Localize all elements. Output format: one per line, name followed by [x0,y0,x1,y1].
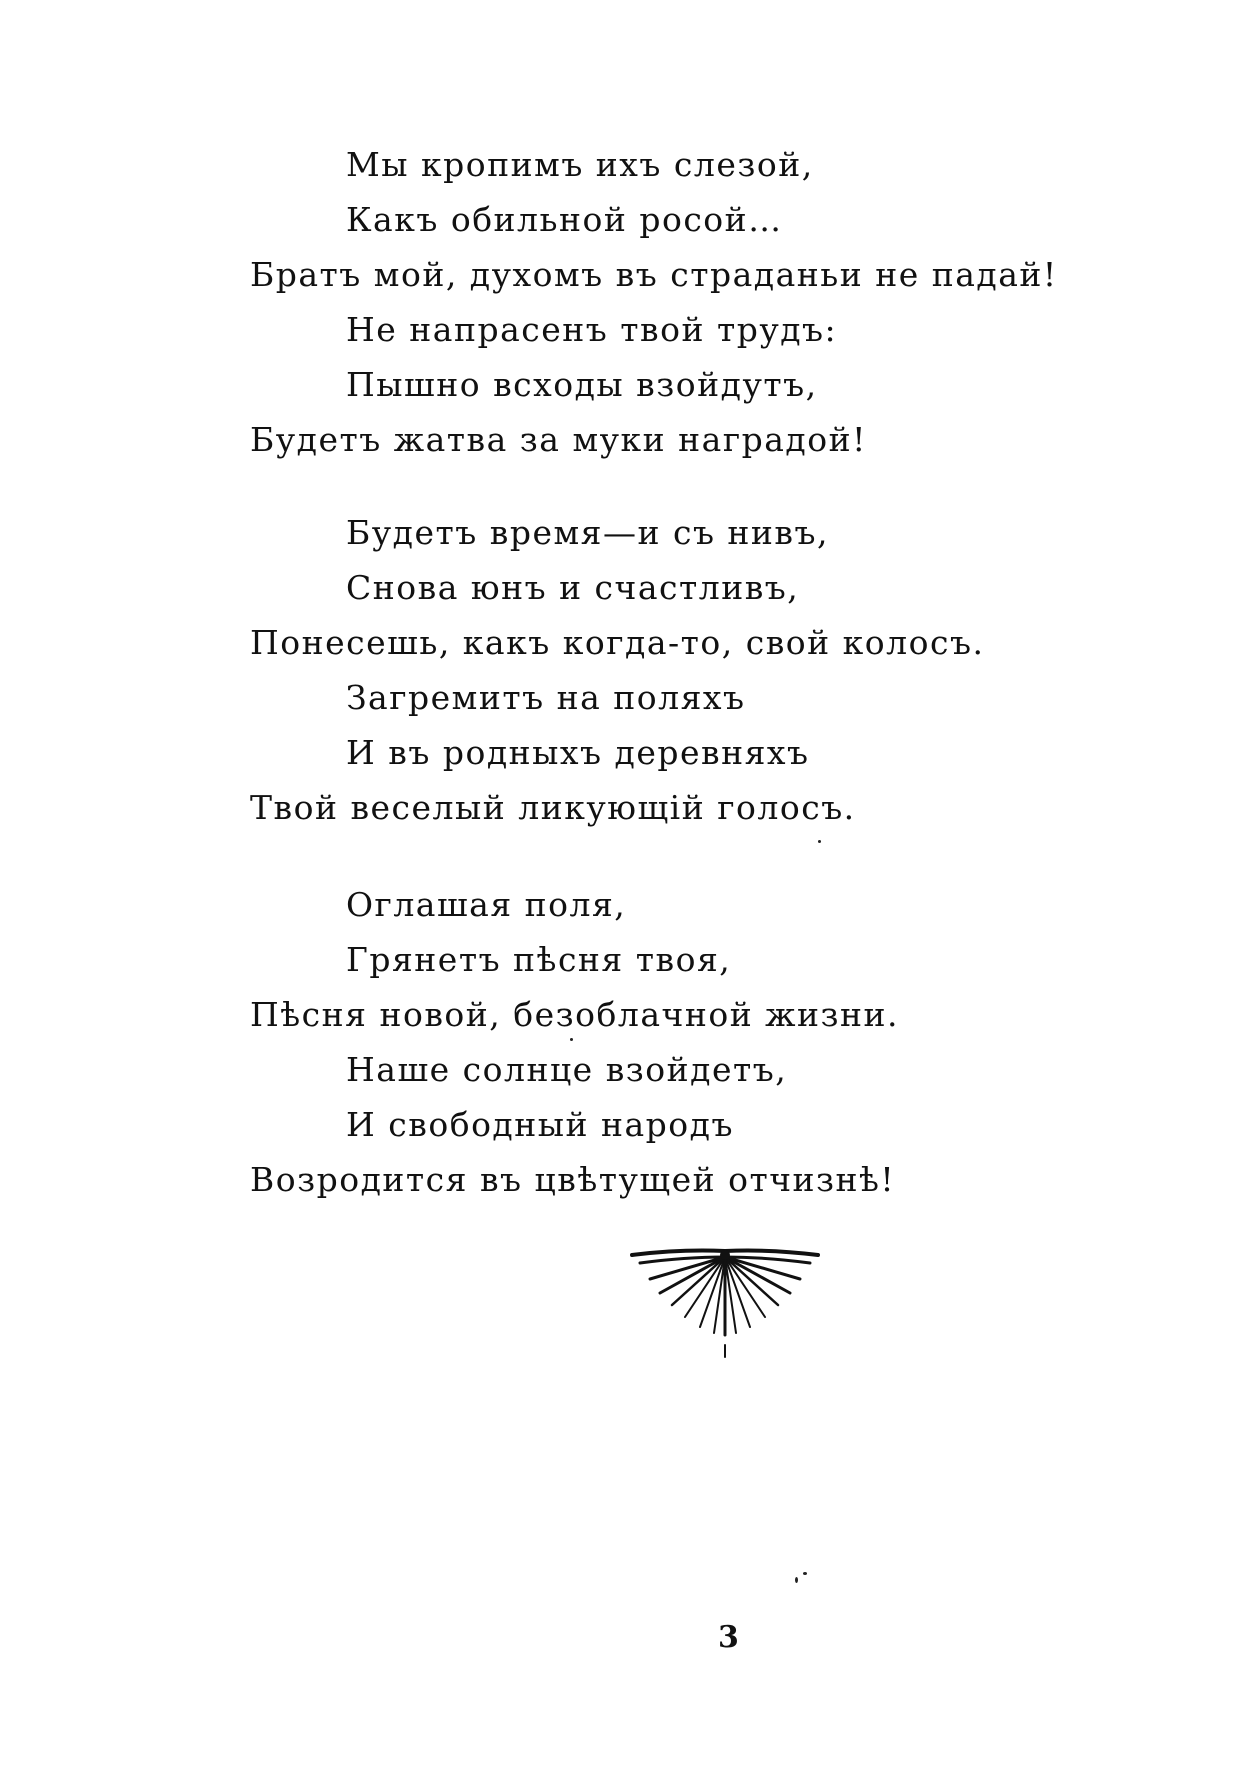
verse-line: Оглашая поля, [346,885,627,924]
verse-line: И въ родныхъ деревняхъ [346,733,810,772]
sunburst-ornament-icon [630,1245,820,1365]
page-number: 3 [718,1620,739,1655]
verse-line: Возродится въ цвѣтущей отчизнѣ! [250,1160,896,1199]
verse-line: Не напрасенъ твой трудъ: [346,310,838,349]
verse-line: Какъ обильной росой… [346,200,783,239]
scan-speck [818,840,821,843]
verse-line: Пѣсня новой, безоблачной жизни. [250,995,900,1034]
verse-line: Будетъ время—и съ нивъ, [346,513,829,552]
verse-line: Снова юнъ и счастливъ, [346,568,800,607]
verse-line: Твой веселый ликующій голосъ. [250,788,856,827]
verse-line: Мы кропимъ ихъ слезой, [346,145,814,184]
verse-line: Братъ мой, духомъ въ страданьи не падай! [250,255,1058,294]
verse-line: Пышно всходы взойдутъ, [346,365,818,404]
verse-line: Загремитъ на поляхъ [346,678,746,717]
verse-line: Грянетъ пѣсня твоя, [346,940,732,979]
verse-line: Будетъ жатва за муки наградой! [250,420,867,459]
scan-speck [803,1572,807,1575]
scan-speck [795,1577,798,1583]
scan-speck [570,1038,573,1041]
verse-line: И свободный народъ [346,1105,734,1144]
verse-line: Понесешь, какъ когда-то, свой колосъ. [250,623,985,662]
verse-line: Наше солнце взойдетъ, [346,1050,788,1089]
